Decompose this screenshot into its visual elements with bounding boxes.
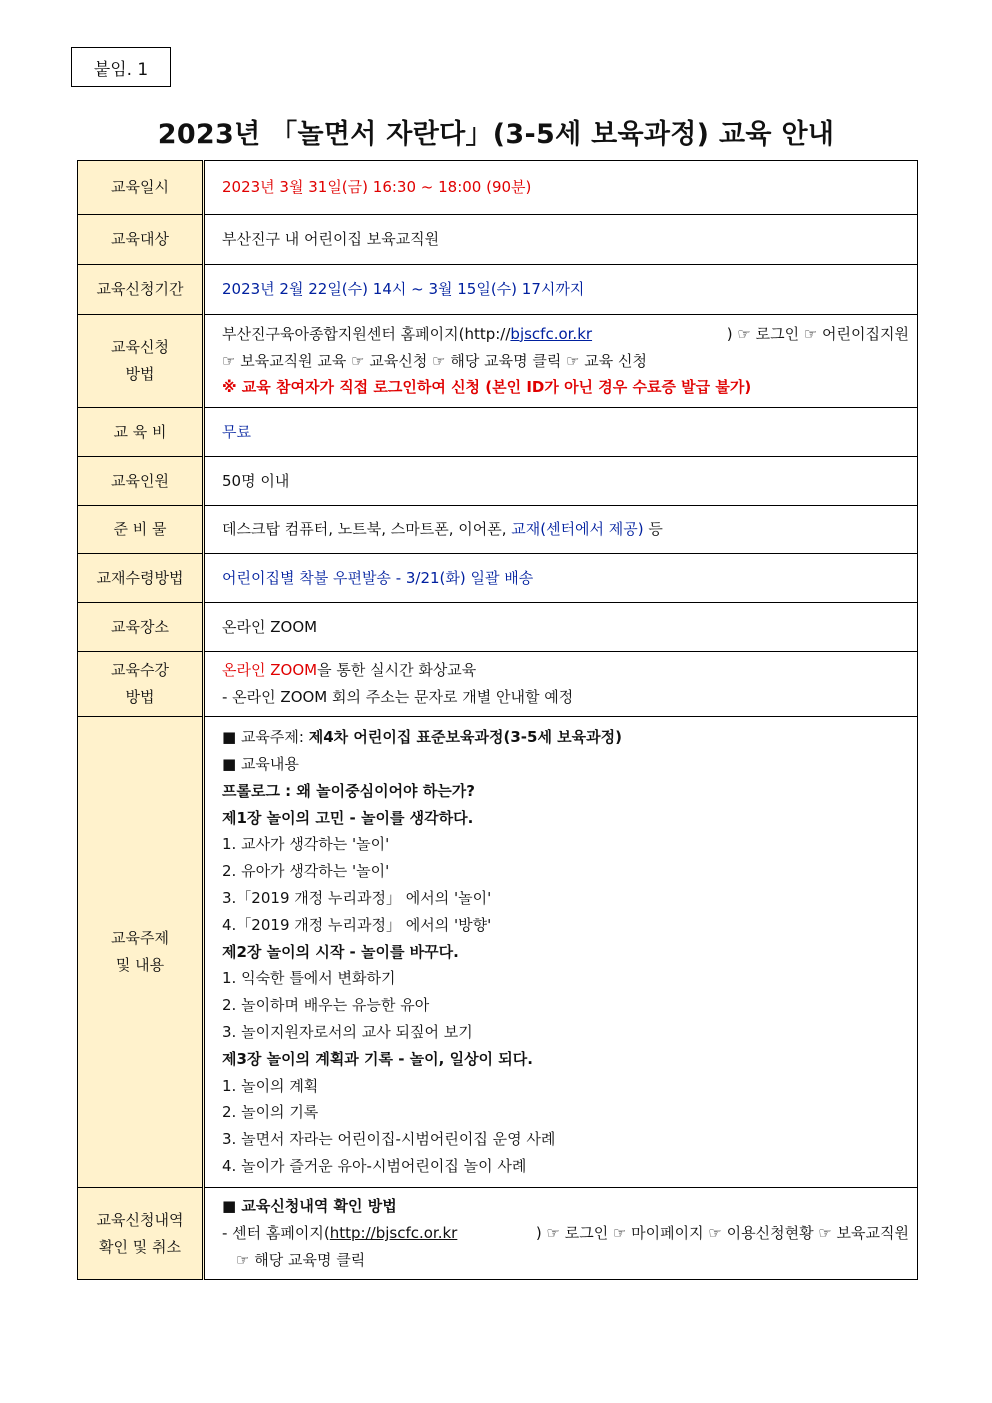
label-method-line1: 교육신청	[111, 338, 169, 357]
row-fee	[78, 408, 918, 457]
supplies-textbook: 교재(센터에서 제공)	[511, 520, 644, 539]
label-capacity: 교육인원	[78, 457, 204, 506]
row-datetime	[78, 161, 918, 215]
chapter-2-item: 2. 놀이하며 배우는 유능한 유아	[222, 996, 430, 1015]
prologue: 프롤로그 : 왜 놀이중심이어야 하는가?	[222, 781, 475, 800]
label-mode-line1: 교육수강	[111, 661, 169, 680]
label-content-line2: 및 내용	[115, 956, 165, 974]
row-capacity	[78, 457, 918, 506]
label-mode-line2: 방법	[125, 688, 155, 706]
label-period: 교육신청기간	[78, 265, 204, 315]
topic-bullet: ■ 교육주제:	[222, 728, 309, 747]
confirm-line1	[222, 1220, 909, 1247]
row-method	[78, 315, 918, 408]
method-text-a: 부산진구육아종합지원센터 홈페이지(http://	[222, 324, 511, 343]
row-material	[78, 554, 918, 603]
mode-line2: - 온라인 ZOOM 회의 주소는 문자로 개별 안내할 예정	[222, 688, 574, 706]
value-method	[204, 315, 918, 408]
chapter-1-item: 3.「2019 개정 누리과정」 에서의 '놀이'	[222, 889, 492, 907]
row-period	[78, 265, 918, 315]
label-material: 교재수령방법	[78, 554, 204, 603]
attachment-label: 붙임. 1	[71, 47, 171, 87]
label-confirm-line1: 교육신청내역	[96, 1210, 184, 1229]
label-fee: 교 육 비	[78, 408, 204, 457]
row-target	[78, 215, 918, 265]
chapter-1-item: 4.「2019 개정 누리과정」 에서의 '방향'	[222, 915, 492, 934]
method-homepage-link[interactable]: bjscfc.or.kr	[510, 324, 593, 343]
label-mode	[78, 652, 204, 717]
confirm-heading: ■ 교육신청내역 확인 방법	[222, 1197, 397, 1216]
method-line2: ☞ 보육교직원 교육 ☞ 교육신청 ☞ 해당 교육명 클릭 ☞ 교육 신청	[222, 351, 648, 370]
value-fee: 무료	[204, 408, 918, 457]
row-content	[78, 717, 918, 1188]
label-content-line1: 교육주제	[111, 929, 169, 948]
method-text-b: ) ☞ 로그인 ☞ 어린이집지원	[726, 324, 909, 343]
row-venue	[78, 603, 918, 652]
value-capacity: 50명 이내	[204, 457, 918, 506]
info-table	[77, 160, 918, 1280]
value-period: 2023년 2월 22일(수) 14시 ~ 3월 15일(수) 17시까지	[204, 265, 918, 315]
value-content	[204, 717, 918, 1188]
label-confirm-line2: 확인 및 취소	[99, 1237, 181, 1256]
value-venue: 온라인 ZOOM	[204, 603, 918, 652]
value-mode	[204, 652, 918, 717]
confirm-text-b: ) ☞ 로그인 ☞ 마이페이지 ☞ 이용신청현황 ☞ 보육교직원	[535, 1224, 909, 1243]
value-target: 부산진구 내 어린이집 보육교직원	[204, 215, 918, 265]
confirm-homepage-link[interactable]: http://bjscfc.or.kr	[329, 1224, 458, 1243]
chapter-3-item: 2. 놀이의 기록	[222, 1103, 319, 1122]
confirm-line2: ☞ 해당 교육명 클릭	[236, 1250, 366, 1269]
chapter-2-item: 1. 익숙한 틀에서 변화하기	[222, 969, 396, 988]
chapter-2-item: 3. 놀이지원자로서의 교사 되짚어 보기	[222, 1022, 473, 1041]
label-method-line2: 방법	[125, 365, 155, 383]
document-title: 2023년 「놀면서 자란다」(3-5세 보육과정) 교육 안내	[157, 119, 835, 150]
mode-zoom: 온라인 ZOOM	[222, 661, 318, 680]
row-mode	[78, 652, 918, 717]
chapter-1-title: 제1장 놀이의 고민 - 놀이를 생각하다.	[222, 808, 474, 827]
value-material: 어린이집별 착불 우편발송 - 3/21(화) 일괄 배송	[204, 554, 918, 603]
label-supplies: 준 비 물	[78, 506, 204, 554]
supplies-text: 데스크탑 컴퓨터, 노트북, 스마트폰, 이어폰,	[222, 520, 512, 539]
row-supplies	[78, 506, 918, 554]
label-method	[78, 315, 204, 408]
confirm-text-a: - 센터 홈페이지(	[222, 1224, 330, 1243]
label-confirm	[78, 1188, 204, 1280]
chapter-3-item: 1. 놀이의 계획	[222, 1076, 319, 1095]
chapter-2-title: 제2장 놀이의 시작 - 놀이를 바꾸다.	[222, 942, 459, 961]
value-supplies	[204, 506, 918, 554]
mode-realtime: 을 통한 실시간 화상교육	[317, 661, 477, 680]
chapter-3-title: 제3장 놀이의 계획과 기록 - 놀이, 일상이 되다.	[222, 1049, 533, 1068]
chapter-1-item: 2. 유아가 생각하는 '놀이'	[222, 862, 390, 881]
label-content	[78, 717, 204, 1188]
method-notice: ※ 교육 참여자가 직접 로그인하여 신청 (본인 ID가 아닌 경우 수료증 발급 불가)	[222, 378, 752, 397]
topic-title: 제4차 어린이집 표준보육과정(3-5세 보육과정)	[308, 728, 622, 747]
row-confirm	[78, 1188, 918, 1280]
label-venue: 교육장소	[78, 603, 204, 652]
label-target: 교육대상	[78, 215, 204, 265]
supplies-tail: 등	[643, 520, 663, 539]
label-datetime: 교육일시	[78, 161, 204, 215]
content-topic	[222, 724, 909, 751]
content-heading: ■ 교육내용	[222, 755, 299, 774]
value-datetime: 2023년 3월 31일(금) 16:30 ~ 18:00 (90분)	[204, 161, 918, 215]
value-confirm	[204, 1188, 918, 1280]
mode-line1	[222, 657, 909, 684]
chapter-3-item: 3. 놀면서 자라는 어린이집-시범어린이집 운영 사례	[222, 1130, 556, 1149]
method-line1	[222, 321, 909, 348]
chapter-3-item: 4. 놀이가 즐거운 유아-시범어린이집 놀이 사례	[222, 1156, 527, 1175]
chapter-1-item: 1. 교사가 생각하는 '놀이'	[222, 835, 390, 854]
